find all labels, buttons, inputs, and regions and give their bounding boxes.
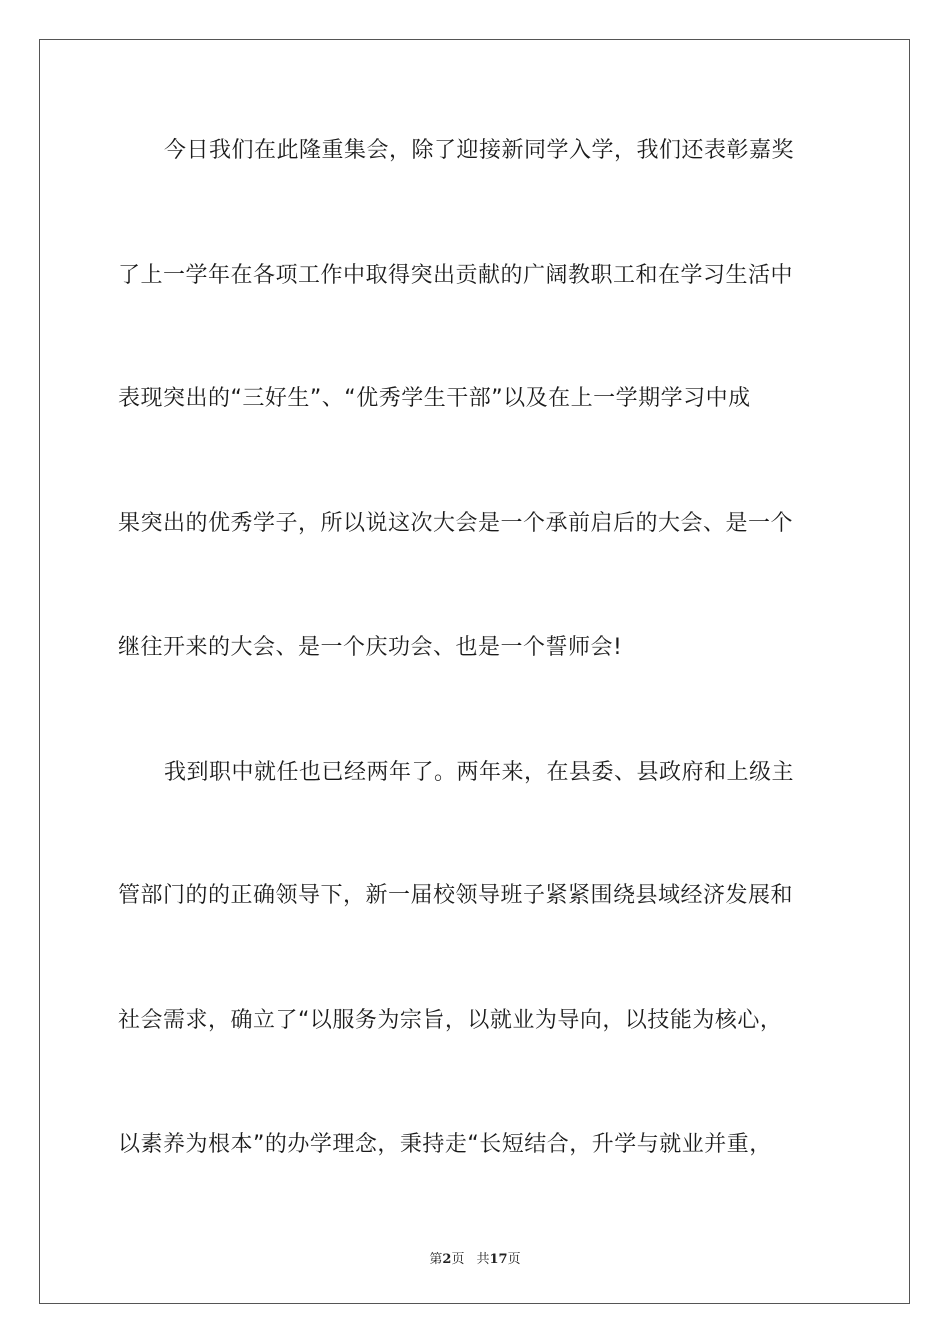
total-prefix: 共 [476, 1252, 490, 1267]
paragraph-1-line-4: 果突出的优秀学子，所以说这次大会是一个承前启后的大会、是一个 [118, 511, 794, 536]
paragraph-2-line-1: 我到职中就任也已经两年了。两年来，在县委、县政府和上级主 [164, 760, 795, 785]
page-border [39, 39, 910, 1304]
page-footer [0, 1248, 950, 1267]
paragraph-2-line-3: 社会需求，确立了“以服务为宗旨，以就业为导向，以技能为核心， [118, 1008, 783, 1033]
paragraph-2-line-2: 管部门的的正确领导下，新一届校领导班子紧紧围绕县域经济发展和 [118, 883, 794, 908]
paragraph-1-line-3: 表现突出的“三好生”、“优秀学生干部”以及在上一学期学习中成 [118, 386, 751, 411]
page-prefix: 第 [429, 1252, 443, 1267]
page-number: 2 [442, 1252, 452, 1267]
paragraph-1-line-1: 今日我们在此隆重集会，除了迎接新同学入学，我们还表彰嘉奖 [164, 138, 795, 163]
paragraph-2-line-4: 以素养为根本”的办学理念，秉持走“长短结合，升学与就业并重， [118, 1132, 772, 1157]
page-suffix: 页 [451, 1252, 465, 1267]
total-suffix: 页 [507, 1252, 521, 1267]
total-pages: 17 [489, 1252, 508, 1267]
paragraph-1-line-2: 了上一学年在各项工作中取得突出贡献的广阔教职工和在学习生活中 [118, 263, 794, 288]
paragraph-1-line-5: 继往开来的大会、是一个庆功会、也是一个誓师会! [118, 635, 623, 660]
